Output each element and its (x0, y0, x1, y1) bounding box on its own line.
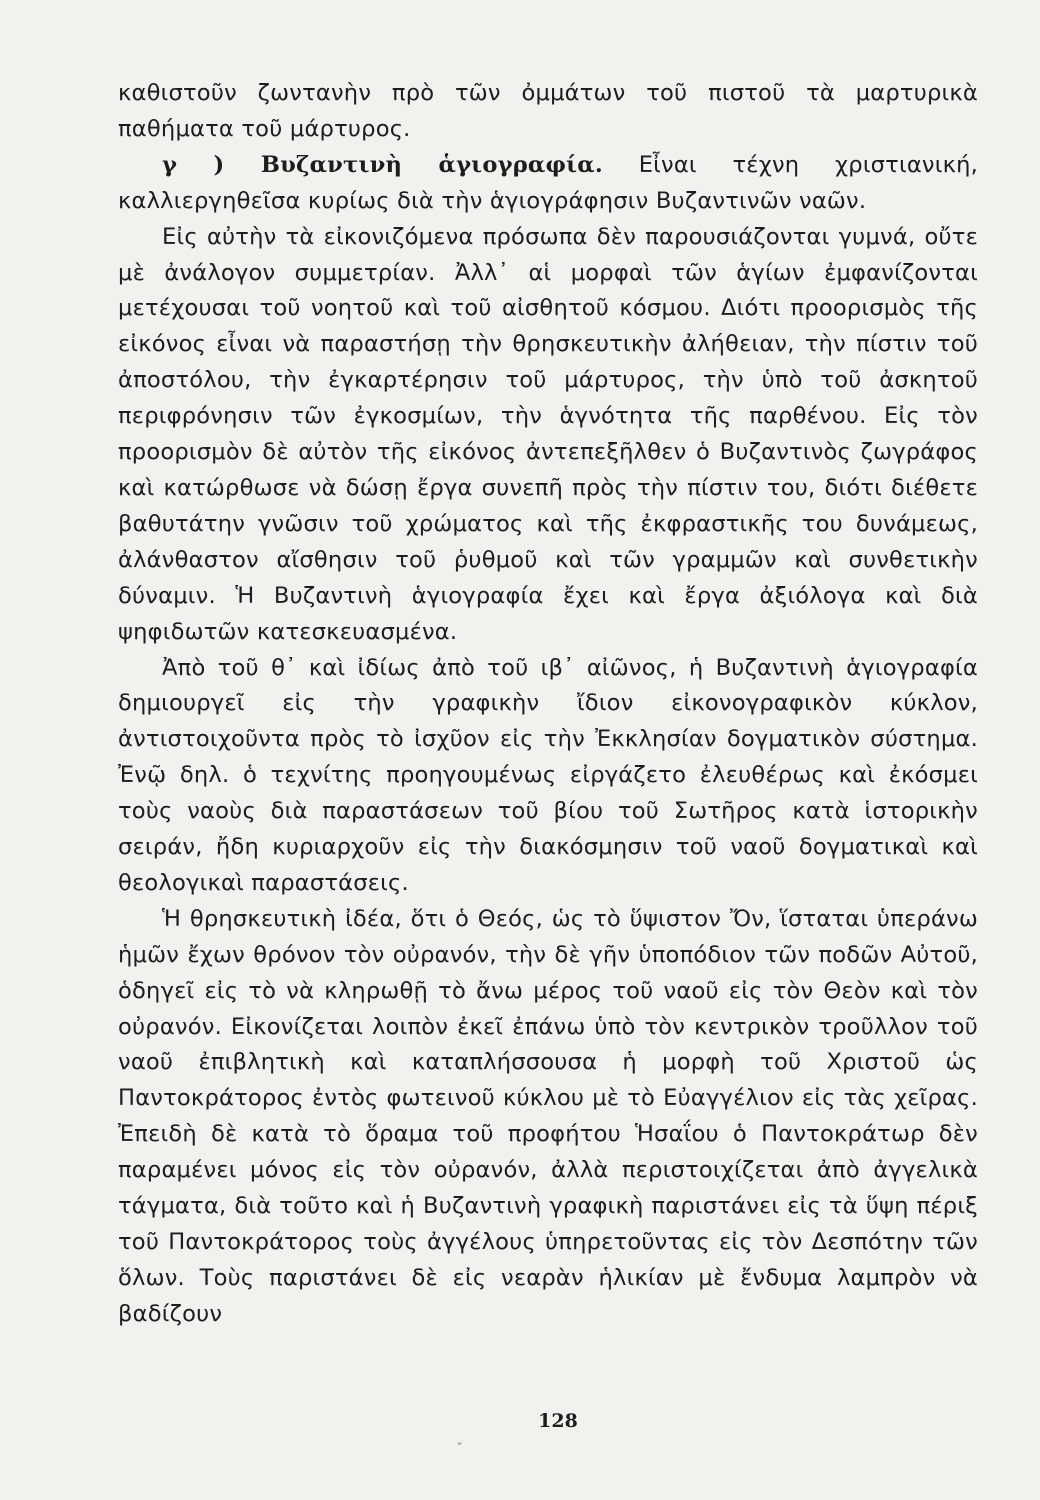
paragraph-text: Ἀπὸ τοῦ θ᾽ καὶ ἰδίως ἀπὸ τοῦ ιβ᾽ αἰῶνος, ἡ Βυζαντινὴ ἁγιογραφία δημιουργεῖ εἰς τὴν γραφικὴν ἴδιον εἰκονογραφικὸν κύκλον, ἀντιστοιχοῦντα πρὸς τὸ ἰσχῦον εἰς τὴν Ἐκκλησίαν δογματικὸν σύστημα. Ἐνῷ δηλ. ὁ τεχνίτης προηγουμένως εἰργάζετο ἐλευθέρως καὶ ἐκόσμει τοὺς ναοὺς διὰ παραστάσεων τοῦ βίου τοῦ Σωτῆρος κατὰ ἱστορικὴν σειράν, ἤδη κυριαρχοῦν εἰς τὴν διακόσμησιν τοῦ ναοῦ δογματικαὶ καὶ θεολογικαὶ παραστάσεις. (118, 654, 978, 896)
paragraph-text: καθιστοῦν ζωντανὴν πρὸ τῶν ὀμμάτων τοῦ πιστοῦ τὰ μαρτυρικὰ παθήματα τοῦ μάρτυρος. (118, 80, 978, 142)
paragraph-2 (118, 148, 978, 220)
section-heading: γ ) Βυζαντινὴ ἁγιογραφία. (162, 151, 603, 178)
paragraph-5 (118, 902, 978, 1333)
paragraph-text: Ἡ θρησκευτικὴ ἰδέα, ὅτι ὁ Θεός, ὡς τὸ ὕψιστον Ὄν, ἵσταται ὑπεράνω ἡμῶν ἔχων θρόνον τὸν οὐρανόν, τὴν δὲ γῆν ὑποπόδιον τῶν ποδῶν Αὐτοῦ, ὁδηγεῖ εἰς τὸ νὰ κληρωθῇ τὸ ἄνω μέρος τοῦ ναοῦ εἰς τὸν Θεὸν καὶ τὸν οὐρανόν. Εἰκονίζεται λοιπὸν ἐκεῖ ἐπάνω ὑπὸ τὸν κεντρικὸν τροῦλλον τοῦ ναοῦ ἐπιβλητικὴ καὶ καταπλήσσουσα ἡ μορφὴ τοῦ Χριστοῦ ὡς Παντοκράτορος ἐντὸς φωτεινοῦ κύκλου μὲ τὸ Εὐαγγέλιον εἰς τὰς χεῖρας. Ἐπειδὴ δὲ κατὰ τὸ ὅραμα τοῦ προφήτου Ἡσαΐου ὁ Παντοκράτωρ δὲν παραμένει μόνος εἰς τὸν οὐρανόν, ἀλλὰ περιστοιχίζεται ἀπὸ ἀγγελικὰ τάγματα, διὰ τοῦτο καὶ ἡ Βυζαντινὴ γραφικὴ παριστάνει εἰς τὰ ὕψη πέριξ τοῦ Παντοκράτορος τοὺς ἀγγέλους ὑπηρετοῦντας εἰς τὸν Δεσπότην τῶν ὅλων. Τοὺς παριστάνει δὲ εἰς νεαρὰν ἡλικίαν μὲ ἔνδυμα λαμπρὸν νὰ βαδίζουν (118, 905, 978, 1327)
ink-mark: ˇ (456, 1442, 463, 1458)
paragraph-1 (118, 76, 978, 148)
paragraph-text: Εἶναι τέχνη χριστιανική, καλλιεργηθεῖσα κυρίως διὰ τὴν ἁγιογράφησιν Βυζαντινῶν ναῶν. (118, 151, 979, 214)
paragraph-3 (118, 220, 978, 651)
body-text (118, 76, 978, 1333)
paragraph-4 (118, 651, 978, 902)
paragraph-text: Εἰς αὐτὴν τὰ εἰκονιζόμενα πρόσωπα δὲν παρουσιάζονται γυμνά, οὔτε μὲ ἀνάλογον συμμετρίαν. Ἀλλ᾽ αἱ μορφαὶ τῶν ἁγίων ἐμφανίζονται μετέχουσαι τοῦ νοητοῦ καὶ τοῦ αἰσθητοῦ κόσμου. Διότι προορισμὸς τῆς εἰκόνος εἶναι νὰ παραστήσῃ τὴν θρησκευτικὴν ἀλήθειαν, τὴν πίστιν τοῦ ἀποστόλου, τὴν ἐγκαρτέρησιν τοῦ μάρτυρος, τὴν ὑπὸ τοῦ ἀσκητοῦ περιφρόνησιν τῶν ἐγκοσμίων, τὴν ἁγνότητα τῆς παρθένου. Εἰς τὸν προορισμὸν δὲ αὐτὸν τῆς εἰκόνος ἀντεπεξῆλθεν ὁ Βυζαντινὸς ζωγράφος καὶ κατώρθωσε νὰ δώσῃ ἔργα συνεπῆ πρὸς τὴν πίστιν του, διότι διέθετε βαθυτάτην γνῶσιν τοῦ χρώματος καὶ τῆς ἐκφραστικῆς του δυνάμεως, ἀλάνθαστον αἴσθησιν τοῦ ῥυθμοῦ καὶ τῶν γραμμῶν καὶ συνθετικὴν δύναμιν. Ἡ Βυζαντινὴ ἁγιογραφία ἔχει καὶ ἔργα ἀξιόλογα καὶ διὰ ψηφιδωτῶν κατεσκευασμένα. (118, 223, 978, 645)
page-number: 128 (538, 1410, 578, 1432)
